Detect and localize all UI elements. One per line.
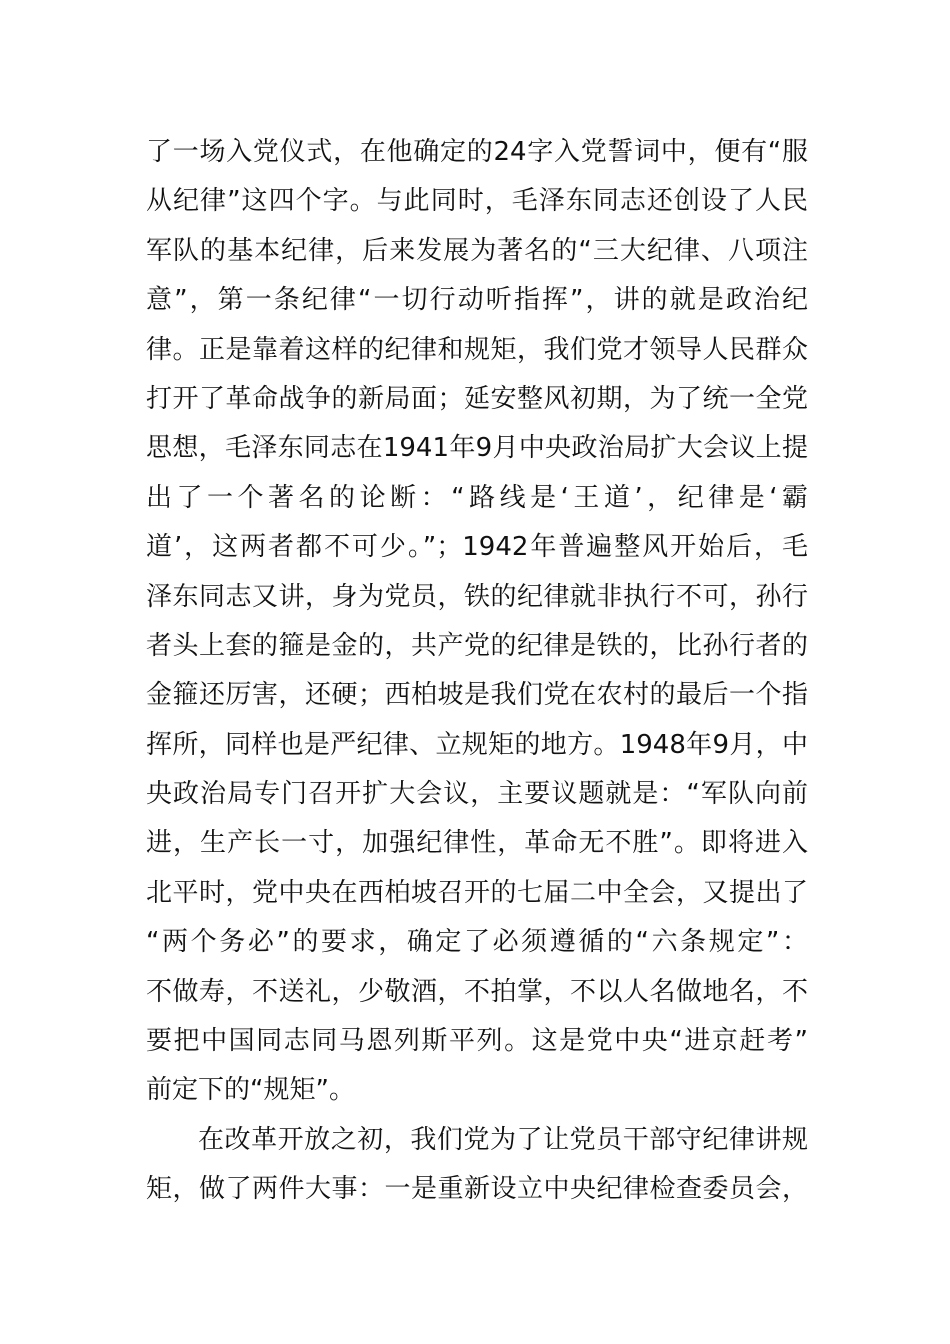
text-line: 不做寿，不送礼，少敬酒，不拍掌，不以人名做地名，不 (146, 976, 808, 1007)
text-line: 前定下的“规矩”。 (146, 1075, 355, 1106)
text-line: 道’，这两者都不可少。”；1942年普遍整风开始后，毛 (146, 532, 808, 563)
text-line: 矩，做了两件大事：一是重新设立中央纪律检查委员会， (146, 1174, 808, 1205)
text-line: 泽东同志又讲，身为党员，铁的纪律就非执行不可，孙行 (146, 581, 808, 612)
text-line: 打开了革命战争的新局面；延安整风初期，为了统一全党 (146, 383, 808, 414)
body-text (146, 128, 808, 1215)
text-line: 军队的基本纪律，后来发展为著名的“三大纪律、八项注 (146, 235, 808, 266)
text-line: 者头上套的箍是金的，共产党的纪律是铁的，比孙行者的 (146, 630, 808, 661)
text-line: 出了一个著名的论断：“路线是‘王道’，纪律是‘霸 (146, 482, 808, 513)
text-line: 律。正是靠着这样的纪律和规矩，我们党才领导人民群众 (146, 334, 808, 365)
text-line: 思想，毛泽东同志在1941年9月中央政治局扩大会议上提 (146, 433, 808, 464)
text-line: 挥所，同样也是严纪律、立规矩的地方。1948年9月，中 (146, 729, 808, 760)
text-line: 要把中国同志同马恩列斯平列。这是党中央“进京赶考” (146, 1026, 808, 1057)
text-line: 意”，第一条纪律“一切行动听指挥”，讲的就是政治纪 (146, 285, 808, 316)
text-line: 北平时，党中央在西柏坡召开的七届二中全会，又提出了 (146, 877, 808, 908)
text-line: 了一场入党仪式，在他确定的24字入党誓词中，便有“服 (146, 137, 808, 167)
text-line: 从纪律”这四个字。与此同时，毛泽东同志还创设了人民 (146, 186, 808, 217)
text-line: 进，生产长一寸，加强纪律性，革命无不胜”。即将进入 (146, 828, 808, 859)
text-line: 金箍还厉害，还硬；西柏坡是我们党在农村的最后一个指 (146, 680, 808, 711)
text-line: “两个务必”的要求，确定了必须遵循的“六条规定”： (146, 927, 808, 958)
text-line: 央政治局专门召开扩大会议，主要议题就是：“军队向前 (146, 779, 808, 810)
text-line-paragraph-start: 在改革开放之初，我们党为了让党员干部守纪律讲规 (198, 1124, 808, 1155)
